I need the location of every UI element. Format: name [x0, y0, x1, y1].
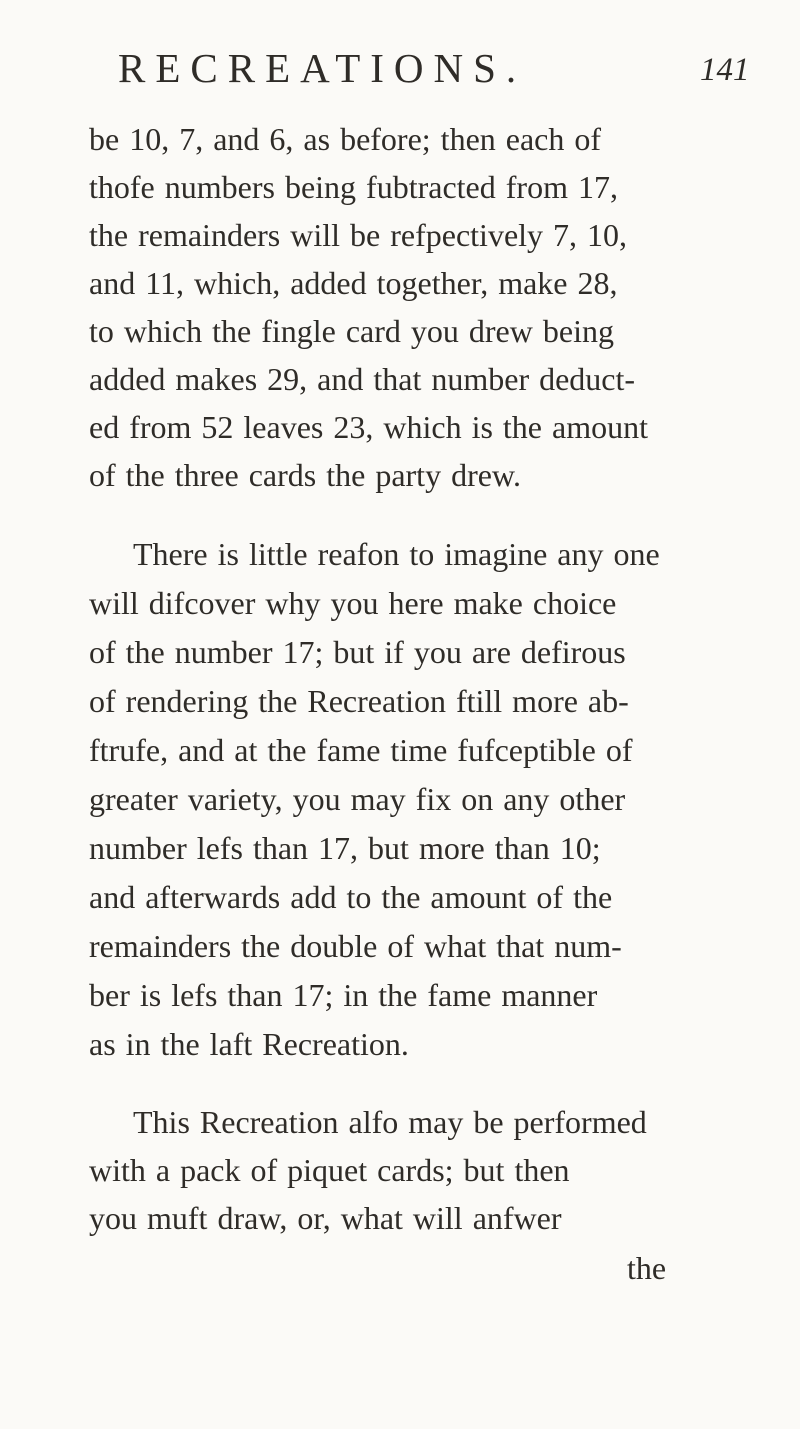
text-line: will difcover why you here make choice: [89, 585, 617, 621]
text-line: number lefs than 17, but more than 10;: [89, 830, 601, 866]
page-number: 141: [700, 52, 750, 88]
text-line: There is little reafon to imagine any one: [133, 536, 660, 572]
text-line: the remainders will be refpectively 7, 10,: [89, 217, 628, 253]
text-line: to which the fingle card you drew being: [89, 313, 614, 349]
text-line: with a pack of piquet cards; but then: [89, 1152, 570, 1188]
text-line: of rendering the Recreation ftill more ab-: [89, 683, 629, 719]
text-line: remainders the double of what that num-: [89, 928, 622, 964]
text-line: greater variety, you may fix on any other: [89, 781, 626, 817]
text-line: of the three cards the party drew.: [89, 457, 521, 493]
text-line: thofe numbers being fubtracted from 17,: [89, 169, 618, 205]
text-line: added makes 29, and that number deduct-: [89, 361, 636, 397]
catchword: the: [627, 1250, 667, 1286]
text-line: you muft draw, or, what will anfwer: [89, 1200, 562, 1236]
text-line: and 11, which, added together, make 28,: [89, 265, 618, 301]
text-line: and afterwards add to the amount of the: [89, 879, 613, 915]
text-line: of the number 17; but if you are defirous: [89, 634, 626, 670]
text-line: ed from 52 leaves 23, which is the amount: [89, 409, 648, 445]
running-head: RECREATIONS.: [118, 45, 527, 91]
text-line: as in the laft Recreation.: [89, 1026, 409, 1062]
text-line: ber is lefs than 17; in the fame manner: [89, 977, 598, 1013]
text-line: be 10, 7, and 6, as before; then each of: [89, 121, 602, 157]
text-line: ftrufe, and at the fame time fufceptible of: [89, 732, 633, 768]
text-line: This Recreation alfo may be performed: [133, 1104, 647, 1140]
